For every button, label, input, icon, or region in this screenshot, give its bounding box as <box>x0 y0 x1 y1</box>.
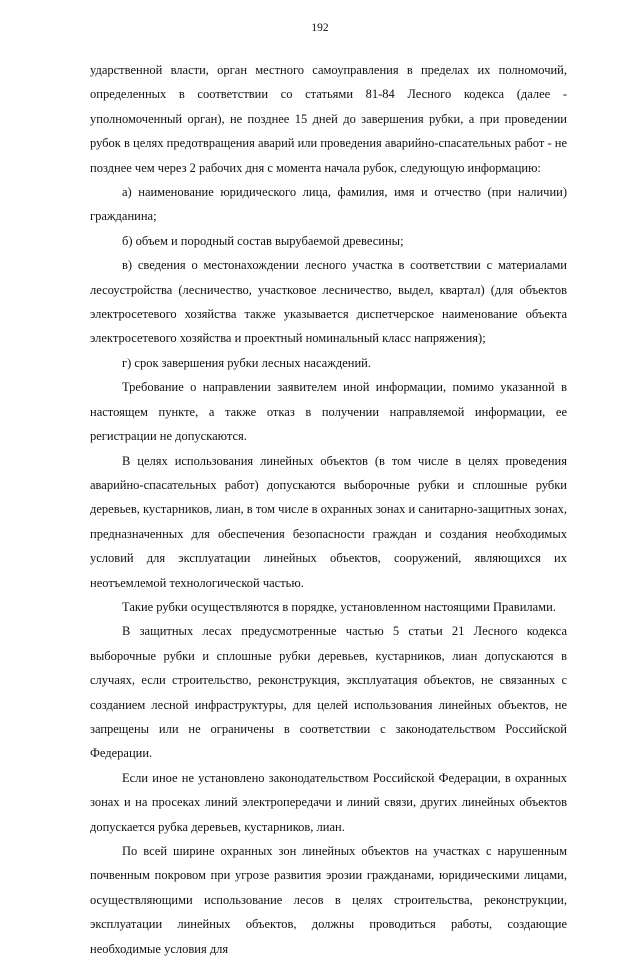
paragraph: Если иное не установлено законодательством Российской Федерации, в охранных зонах и на просеках линий электропередачи и линий связи, других линейных объектов допускается рубка деревьев, кустарников, лиан. <box>90 770 567 834</box>
page-number: 192 <box>311 22 329 34</box>
paragraph: В целях использования линейных объектов (в том числе в целях проведения аварийно-спасательных работ) допускаются выборочные рубки и сплошные рубки деревьев, кустарников, лиан, в том числе в охранных зонах и санитарно-защитных зонах, предназначенных для обеспечения безопасности граждан и создания необходимых условий для эксплуатации линейных объектов, сооружений, являющихся их неотъемлемой технологической частью. <box>90 453 567 590</box>
document-body <box>90 58 567 961</box>
paragraph: б) объем и породный состав вырубаемой древесины; <box>122 233 404 248</box>
paragraph: В защитных лесах предусмотренные частью 5 статьи 21 Лесного кодекса выборочные рубки и сплошные рубки деревьев, кустарников, лиан допускаются в случаях, если строительство, реконструкция, эксплуатация объектов, не связанных с созданием лесной инфраструктуры, для целей использования линейных объектов, не запрещены или не ограничены в соответствии с законодательством Российской Федерации. <box>90 624 567 761</box>
paragraph: в) сведения о местонахождении лесного участка в соответствии с материалами лесоустройства (лесничество, участковое лесничество, выдел, квартал) (для объектов электросетевого хозяйства также указывается диспетчерское наименование объекта электросетевого хозяйства и проектный номинальный класс напряжения); <box>90 258 567 346</box>
paragraph: г) срок завершения рубки лесных насаждений. <box>122 355 371 370</box>
paragraph: Требование о направлении заявителем иной информации, помимо указанной в настоящем пункте, а также отказ в получении направляемой информации, ее регистрации не допускаются. <box>90 380 567 444</box>
paragraph: а) наименование юридического лица, фамилия, имя и отчество (при наличии) гражданина; <box>90 185 567 224</box>
paragraph: ударственной власти, орган местного самоуправления в пределах их полномочий, определенных в соответствии со статьями 81-84 Лесного кодекса (далее - уполномоченный орган), не позднее 15 дней до завершения рубки, а при проведении рубок в целях предотвращения аварий или проведения аварийно-спасательных работ - не позднее чем через 2 рабочих дня с момента начала рубок, следующую информацию: <box>90 63 567 175</box>
paragraph: По всей ширине охранных зон линейных объектов на участках с нарушенным почвенным покровом при угрозе развития эрозии гражданами, юридическими лицами, осуществляющими использование лесов в целях строительства, реконструкции, эксплуатации линейных объектов, должны проводиться работы, создающие необходимые условия для <box>90 844 567 956</box>
paragraph: Такие рубки осуществляются в порядке, установленном настоящими Правилами. <box>122 599 556 614</box>
